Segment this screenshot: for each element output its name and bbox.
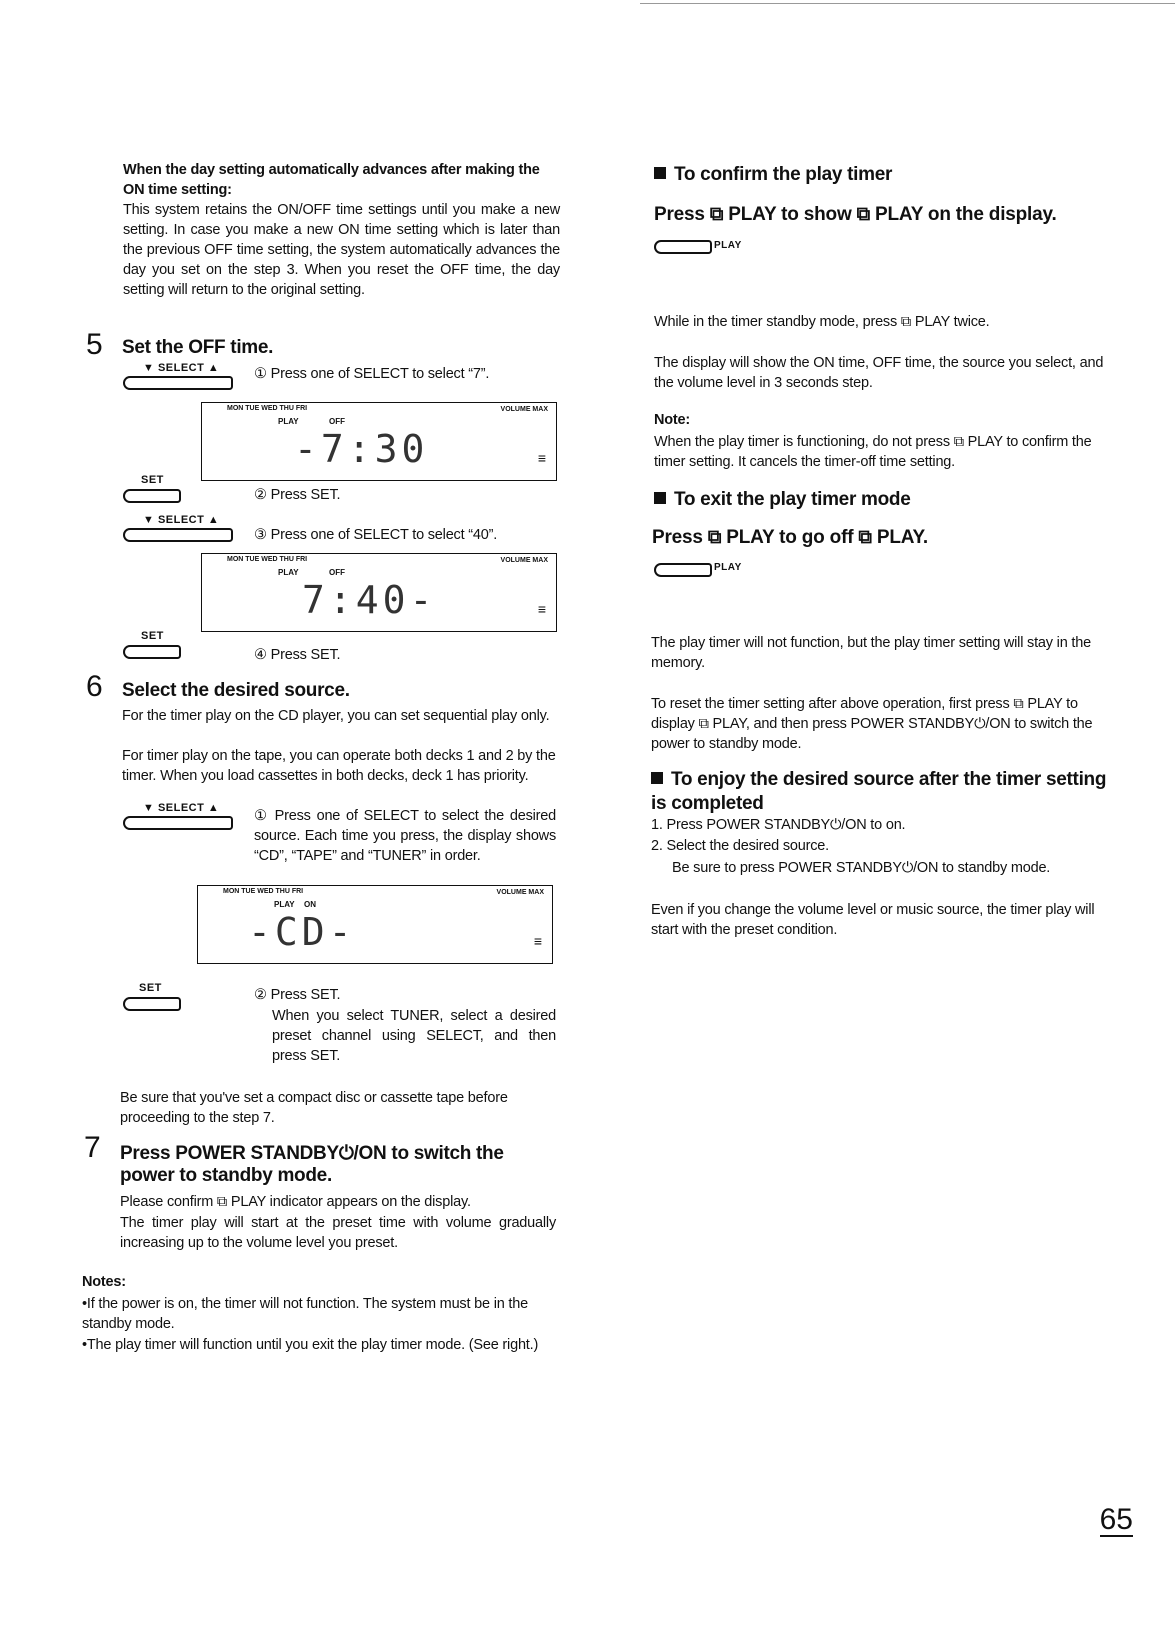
section-exit-heading <box>654 488 911 512</box>
intro-heading: When the day setting automatically advances after making the ON time setting: <box>123 162 540 198</box>
note-text: When the play timer is functioning, do not press ⧉ PLAY to confirm the timer setting. It cancels the timer-off time setting. <box>654 434 1092 470</box>
lcd-volume-bars: ≡ <box>533 933 542 949</box>
select-button[interactable] <box>123 816 233 830</box>
step-7-text-1: Please confirm ⧉ PLAY indicator appears on the display. <box>120 1194 471 1210</box>
lcd-play-indicator: PLAY <box>278 568 299 577</box>
lcd-digits: -7:30 <box>294 427 429 471</box>
enjoy-text: Even if you change the volume level or music source, the timer play will start with the preset condition. <box>651 902 1095 938</box>
step-6-text-2: For timer play on the tape, you can operate both decks 1 and 2 by the timer. When you load cassettes in both decks, deck 1 has priority. <box>122 748 556 784</box>
note-1: •If the power is on, the timer will not function. The system must be in the standby mode. <box>82 1296 528 1332</box>
step-5-sub-4: ④ Press SET. <box>254 647 341 663</box>
step-5-sub-1: ① Press one of SELECT to select “7”. <box>254 366 490 382</box>
step-6-heading: Select the desired source. <box>122 680 350 701</box>
enjoy-step-1: 1. Press POWER STANDBY⏻/ON to on. <box>651 817 906 833</box>
lcd-digits: 7:40- <box>302 578 437 622</box>
note-2: •The play timer will function until you exit the play timer mode. (See right.) <box>82 1337 539 1353</box>
lcd-mode-indicator: OFF <box>329 417 345 426</box>
set-button[interactable] <box>123 645 181 659</box>
section-enjoy-heading <box>651 768 1121 816</box>
select-button-label: ▼ SELECT ▲ <box>143 802 220 814</box>
step-6-note: Be sure that you've set a compact disc or cassette tape before proceeding to the step 7. <box>120 1090 508 1126</box>
top-rule <box>640 3 1175 4</box>
select-button[interactable] <box>123 528 233 542</box>
select-button-label: ▼ SELECT ▲ <box>143 514 220 526</box>
section-enjoy-heading-text: To enjoy the desired source after the timer setting is completed <box>651 769 1107 814</box>
page-number: 65 <box>1099 1503 1133 1536</box>
set-button[interactable] <box>123 489 181 503</box>
lcd-digits: -CD- <box>248 910 356 954</box>
play-button-label: PLAY <box>714 562 742 573</box>
play-button-label: PLAY <box>714 240 742 251</box>
enjoy-step-2-detail: Be sure to press POWER STANDBY⏻/ON to standby mode. <box>672 860 1051 876</box>
step-7-text-2: The timer play will start at the preset time with volume gradually increasing up to the volume level you preset. <box>120 1215 556 1251</box>
lcd-days: MON TUE WED THU FRI <box>227 556 308 563</box>
lcd-days: MON TUE WED THU FRI <box>223 888 304 895</box>
exit-text-1: The play timer will not function, but the play timer setting will stay in the memory. <box>651 635 1091 671</box>
lcd-mode-indicator: ON <box>304 900 316 909</box>
lcd-volume-bars: ≡ <box>537 450 546 466</box>
lcd-volume-indicator: VOLUME MAX <box>500 557 548 564</box>
section-confirm-heading-text: To confirm the play timer <box>674 164 893 185</box>
step-5-sub-3: ③ Press one of SELECT to select “40”. <box>254 527 498 543</box>
lcd-volume-bars: ≡ <box>537 601 546 617</box>
intro-text: This system retains the ON/OFF time settings until you make a new setting. In case you make a new ON time setting which is later than the previous OFF time setting, the system automatically advances the day you set on the step 3. When you reset the OFF time, the day setting will return to the original setting. <box>123 202 560 298</box>
step-6-number: 6 <box>86 670 103 703</box>
section-confirm-heading <box>654 163 892 187</box>
lcd-display-off-740 <box>201 553 557 632</box>
play-button[interactable] <box>654 240 712 254</box>
step-5-number: 5 <box>86 328 103 361</box>
exit-press-instruction: Press ⧉ PLAY to go off ⧉ PLAY. <box>652 527 928 548</box>
confirm-text-2: The display will show the ON time, OFF time, the source you select, and the volume level in 3 seconds step. <box>654 355 1104 391</box>
set-button[interactable] <box>123 997 181 1011</box>
select-button-label: ▼ SELECT ▲ <box>143 362 220 374</box>
step-6-sub-2-detail: When you select TUNER, select a desired preset channel using SELECT, and then press SET. <box>272 1008 556 1064</box>
confirm-press-instruction: Press ⧉ PLAY to show ⧉ PLAY on the display. <box>654 204 1057 225</box>
play-button[interactable] <box>654 563 712 577</box>
set-button-label: SET <box>139 982 162 994</box>
step-7-heading: Press POWER STANDBY⏻/ON to switch the power to standby mode. <box>120 1143 504 1186</box>
confirm-text-1: While in the timer standby mode, press ⧉ PLAY twice. <box>654 314 990 330</box>
step-7-number: 7 <box>84 1131 101 1164</box>
set-button-label: SET <box>141 630 164 642</box>
lcd-days: MON TUE WED THU FRI <box>227 405 308 412</box>
lcd-play-indicator: PLAY <box>278 417 299 426</box>
lcd-display-off-730 <box>201 402 557 481</box>
lcd-volume-indicator: VOLUME MAX <box>500 406 548 413</box>
enjoy-step-2: 2. Select the desired source. <box>651 838 829 854</box>
step-6-sub-2: ② Press SET. <box>254 987 341 1003</box>
section-exit-heading-text: To exit the play timer mode <box>674 489 911 510</box>
step-6-sub-1: ① Press one of SELECT to select the desired source. Each time you press, the display shows “CD”, “TAPE” and “TUNER” in order. <box>254 808 556 864</box>
lcd-play-indicator: PLAY <box>274 900 295 909</box>
lcd-mode-indicator: OFF <box>329 568 345 577</box>
step-5-heading: Set the OFF time. <box>122 337 274 358</box>
note-heading: Note: <box>654 412 691 428</box>
step-6-text-1: For the timer play on the CD player, you can set sequential play only. <box>122 708 550 724</box>
lcd-display-on-cd <box>197 885 553 964</box>
exit-text-2: To reset the timer setting after above operation, first press ⧉ PLAY to display ⧉ PLAY, and then press POWER STANDBY⏻/ON to switch the power to standby mode. <box>651 696 1093 752</box>
step-5-sub-2: ② Press SET. <box>254 487 341 503</box>
set-button-label: SET <box>141 474 164 486</box>
select-button[interactable] <box>123 376 233 390</box>
lcd-volume-indicator: VOLUME MAX <box>496 889 544 896</box>
notes-heading: Notes: <box>82 1274 126 1290</box>
